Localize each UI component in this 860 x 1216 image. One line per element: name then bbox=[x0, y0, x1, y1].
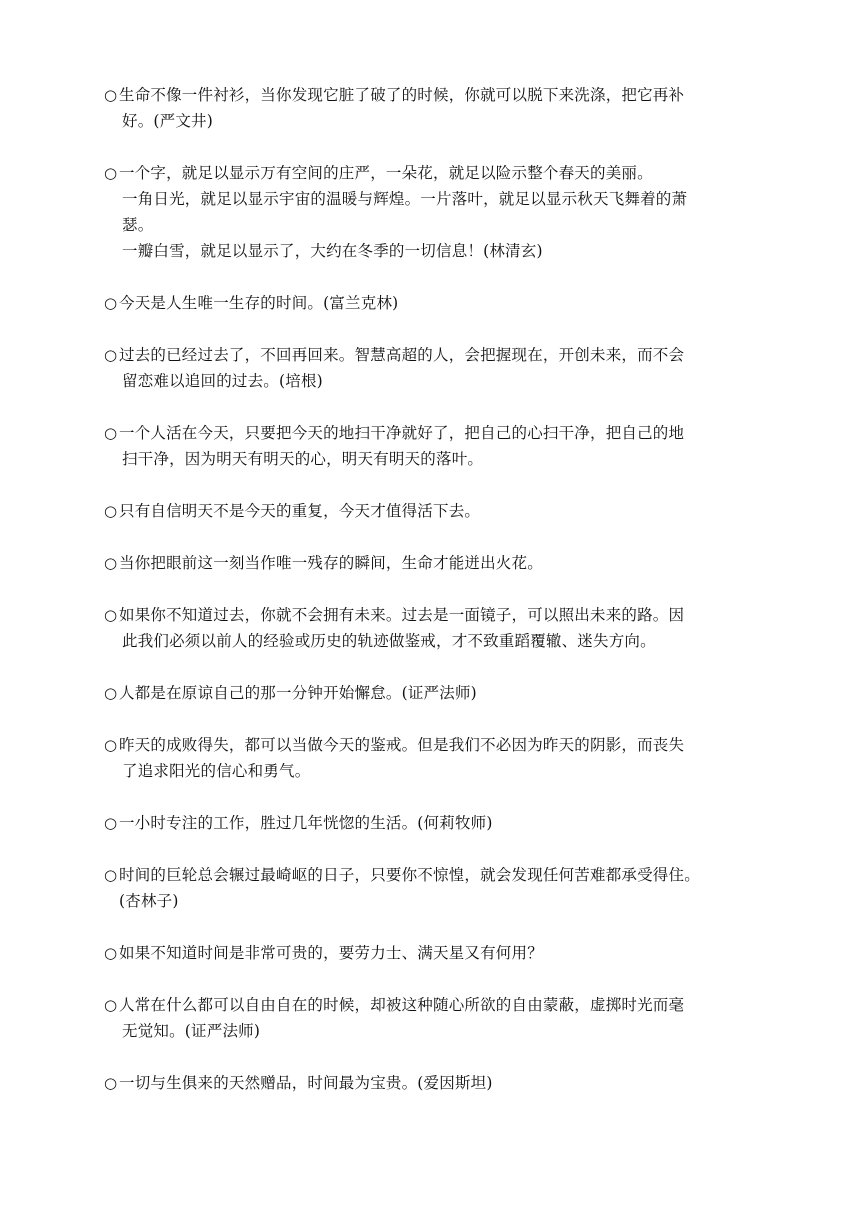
quote-line: 昨天的成败得失，都可以当做今天的鉴戒。但是我们不必因为昨天的阴影，而丧失 bbox=[119, 736, 685, 754]
circle-bullet-icon: ○ bbox=[104, 814, 118, 832]
circle-bullet-icon: ○ bbox=[104, 944, 118, 962]
quote-line: 一瓣白雪，就足以显示了，大约在冬季的一切信息！(林清玄) bbox=[122, 242, 543, 260]
quote-line: 如果你不知道过去，你就不会拥有未来。过去是一面镜子，可以照出未来的路。因 bbox=[119, 606, 685, 624]
quote-item bbox=[104, 680, 754, 706]
circle-bullet-icon: ○ bbox=[104, 684, 118, 702]
quote-item bbox=[104, 940, 754, 966]
circle-bullet-icon: ○ bbox=[104, 164, 118, 182]
quote-item bbox=[104, 550, 754, 576]
quote-line: 今天是人生唯一生存的时间。(富兰克林) bbox=[119, 294, 399, 312]
document-page bbox=[104, 82, 754, 1122]
circle-bullet-icon: ○ bbox=[104, 502, 118, 520]
quote-line: 过去的已经过去了，不回再回来。智慧高超的人，会把握现在，开创未来，而不会 bbox=[119, 346, 685, 364]
quote-line: 人都是在原谅自己的那一分钟开始懈怠。(证严法师) bbox=[119, 684, 477, 702]
circle-bullet-icon: ○ bbox=[104, 996, 118, 1014]
quote-line: 瑟。 bbox=[122, 216, 154, 234]
quote-line: 人常在什么都可以自由自在的时候，却被这种随心所欲的自由蒙蔽，虚掷时光而毫 bbox=[119, 996, 685, 1014]
circle-bullet-icon: ○ bbox=[104, 346, 118, 364]
quote-item bbox=[104, 498, 754, 524]
quote-line: 一个字，就足以显示万有空间的庄严，一朵花，就足以险示整个春天的美丽。 bbox=[119, 164, 653, 182]
quote-line: 一角日光，就足以显示宇宙的温暖与辉煌。一片落叶，就足以显示秋天飞舞着的萧 bbox=[122, 190, 688, 208]
quote-line: 一小时专注的工作，胜过几年恍惚的生活。(何莉牧师) bbox=[119, 814, 493, 832]
quote-item bbox=[104, 732, 754, 784]
quote-item bbox=[104, 992, 754, 1044]
quote-item bbox=[104, 602, 754, 654]
quote-line: 只有自信明天不是今天的重复，今天才值得活下去。 bbox=[119, 502, 481, 520]
quote-line: (杏林子) bbox=[119, 892, 179, 910]
quote-line: 好。(严文井) bbox=[122, 112, 213, 130]
quote-line: 此我们必须以前人的经验或历史的轨迹做鉴戒，才不致重蹈覆辙、迷失方向。 bbox=[122, 632, 656, 650]
quote-item bbox=[104, 420, 754, 472]
quote-line: 如果不知道时间是非常可贵的，要劳力士、满天星又有何用？ bbox=[119, 944, 543, 962]
quote-item bbox=[104, 862, 754, 914]
quote-line: 当你把眼前这一刻当作唯一残存的瞬间，生命才能迸出火花。 bbox=[119, 554, 543, 572]
quote-line: 留恋难以追回的过去。(培根) bbox=[122, 372, 323, 390]
quote-line: 无觉知。(证严法师) bbox=[122, 1022, 261, 1040]
circle-bullet-icon: ○ bbox=[104, 294, 118, 312]
circle-bullet-icon: ○ bbox=[104, 554, 118, 572]
quote-line: 时间的巨轮总会辗过最崎岖的日子，只要你不惊惶，就会发现任何苦难都承受得住。 bbox=[119, 866, 700, 884]
quote-item bbox=[104, 810, 754, 836]
quote-line: 一切与生俱来的天然赠品，时间最为宝贵。(爱因斯坦) bbox=[119, 1074, 493, 1092]
quote-line: 一个人活在今天，只要把今天的地扫干净就好了，把自己的心扫干净，把自己的地 bbox=[119, 424, 685, 442]
circle-bullet-icon: ○ bbox=[104, 866, 118, 884]
quote-line: 了追求阳光的信心和勇气。 bbox=[122, 762, 311, 780]
circle-bullet-icon: ○ bbox=[104, 736, 118, 754]
circle-bullet-icon: ○ bbox=[104, 606, 118, 624]
quote-item bbox=[104, 342, 754, 394]
quote-item bbox=[104, 160, 754, 264]
quote-item bbox=[104, 290, 754, 316]
quote-line: 生命不像一件衬衫，当你发现它脏了破了的时候，你就可以脱下来洗涤，把它再补 bbox=[119, 86, 685, 104]
quote-item bbox=[104, 1070, 754, 1096]
quote-line: 扫干净，因为明天有明天的心，明天有明天的落叶。 bbox=[122, 450, 484, 468]
circle-bullet-icon: ○ bbox=[104, 424, 118, 442]
circle-bullet-icon: ○ bbox=[104, 1074, 118, 1092]
quote-item bbox=[104, 82, 754, 134]
circle-bullet-icon: ○ bbox=[104, 86, 118, 104]
